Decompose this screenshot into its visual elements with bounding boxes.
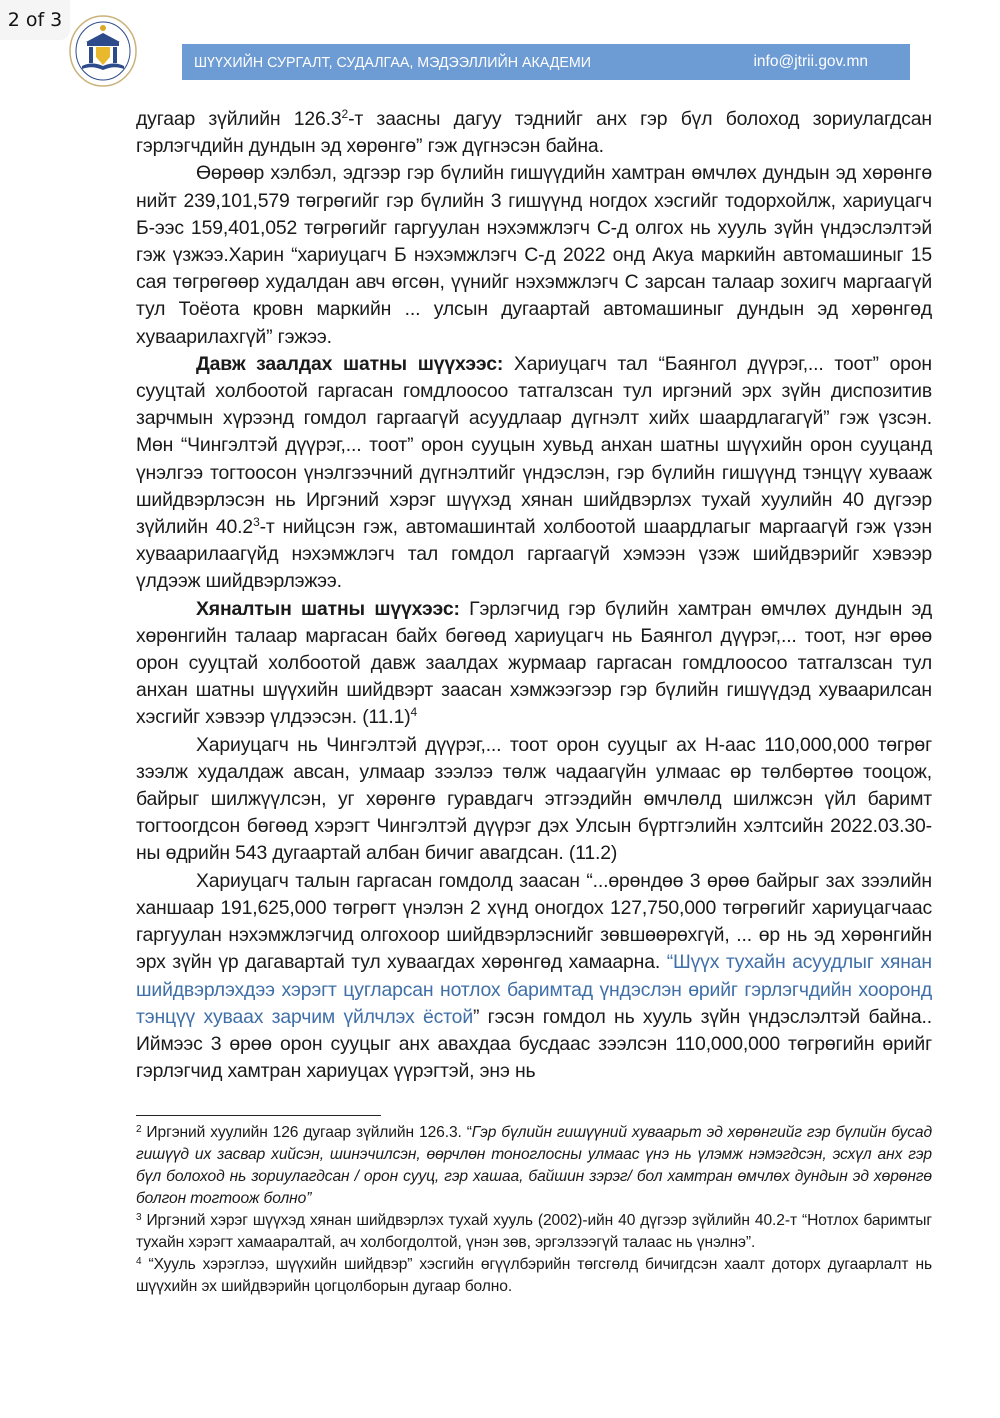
footnote-4: $^4$ “Хууль хэрэглээ, шүүхийн шийдвэр” хэсгийн өгүүлбэрийн төгсгөлд бичигдсэн хаалт доторх дугаарлалт нь шүүхийн эх шийдвэрийн цогцолборын дугаар болно. — [136, 1256, 932, 1295]
footnote-2: $^2$ Иргэний хуулийн 126 дугаар зүйлийн 126.3. “Гэр бүлийн гишүүний хуваарьт эд хөрөнгийг гэр бүлийн бусад гишүүд их засвар хийсэн, шинэчилсэн, өөрчлөн тоноглосны улмаас үнэ нь үлэмж нэмэгдсэн, эсхүл анх гэр бүл болоход нь зориулагдсан / орон сууц, гэр хашаа, байшин зэрэг/ бол хамтран өмчлөх дундын эд хөрөнгө болгон тогтоож болно” — [136, 1124, 933, 1207]
footnote-ref-2[interactable]: 2 — [341, 107, 349, 121]
footnote-3: $^3$ Иргэний хэрэг шүүхэд хянан шийдвэрлэх тухай хууль (2002)-ийн 40 дүгээр зүйлийн 40.2-т “Нотлох баримтыг тухайн хэрэгт хамааралтай, ач холбогдолтой, үнэн зөв, эргэлзээгүй талаас нь үнэлнэ”. — [136, 1212, 932, 1251]
document-body — [136, 106, 932, 1085]
highlighted-quote: “Шүүх тухайн асуудлыг хянан шийдвэрлэхдээ хэрэгт цугларсан нотлох баримтад үндэслэн өрийг гэрлэгчдийн хооронд тэнцүү хуваах зарчим үйлчлэх ёстой — [136, 951, 932, 1028]
paragraph-complaint: Хариуцагч талын гаргасан гомдолд заасан “...өрөндөө 3 өрөө байрыг зах зээлийн ханшаар 191,625,000 төгрөгт үнэлэн 2 хүнд оногдох 127,750,000 төгрөгийг хариуцагчаас гаргуулан нэхэмжлэгчид олгохоор шийдвэрлэснийг зөвшөөрөхгүй, ... өр нь эд хөрөнгийн эрх зүйн үр дагавартай тул хуваагдах хөрөнгөд хамаарна. “Шүүх тухайн асуудлыг хянан шийдвэрлэхдээ хэрэгт цугларсан нотлох баримтад үндэслэн өрийг гэрлэгчдийн хооронд тэнцүү хуваах зарчим үйлчлэх ёстой” гэсэн гомдол нь хууль зүйн үндэслэлтэй байна.. Иймээс 3 өрөө орон сууцыг анх авахдаа бусдаас зээлсэн 110,000,000 төгрөгийн өрийг гэрлэгчид хамтран хариуцах үүрэгтэй, энэ нь — [136, 869, 932, 1083]
paragraph-respondent-apartment: Хариуцагч нь Чингэлтэй дүүрэг,... тоот орон сууцыг ах Н-аас 110,000,000 төгрөг зээлж худалдаж авсан, улмаар зээлээ төлж чадаагүйн улмаас өр төлбөртөө тооцож, байрыг шилжүүлсэн, уг хөрөнгө гуравдагч этгээдийн өмчлөлд шилжсэн үйл баримт тогтоогдсон бөгөөд хэрэгт Чингэлтэй дүүрэг дэх Улсын бүртгэлийн хэлтсийн 2022.03.30-ны өдрийн 543 дугаартай албан бичиг авагдсан. (11.2) — [136, 733, 932, 865]
header-banner — [182, 44, 910, 80]
footnote-ref-3[interactable]: 3 — [253, 515, 260, 530]
paragraph-summary: Өөрөөр хэлбэл, эдгээр гэр бүлийн гишүүдийн хамтран өмчлөх дундын эд хөрөнгө нийт 239,101,579 төгрөгийг гэр бүлийн 3 гишүүнд ногдох хэсгийг тодорхойлж, хариуцагч Б-ээс 159,401,052 төгрөгийг гаргуулан нэхэмжлэгч С-д олгох нь хууль зүйн үндэслэлтэй гэж үзжээ.Харин “хариуцагч Б нэхэмжлэгч С-д 2022 онд Акуа маркийн автомашиныг 15 сая төгрөгөөр худалдан авч өгсөн, үүнийг нэхэмжлэгч С зарсан талаар зохигч маргаагүй тул Тоёота кровн маркийн ... улсын дугаартай автомашиныг дундын эд хөрөнгөд хуваарилахгүй” гэжээ. — [136, 162, 932, 348]
contact-email-link[interactable]: info@jtrii.gov.mn — [753, 53, 868, 70]
footnote-separator — [136, 1115, 381, 1116]
section-heading-appeal: Давж заалдах шатны шүүхээс: — [196, 352, 504, 375]
academy-emblem-icon — [68, 14, 138, 88]
paragraph-appeal-court: Давж заалдах шатны шүүхээс: Хариуцагч тал “Баянгол дүүрэг,... тоот” орон сууцтай холбоотой гаргасан гомдлоосоо татгалзсан тул иргэний эрх зүйн диспозитив зарчмын хүрээнд гомдол гаргаагүй асуудлаар дүгнэлт хийх шаардлагагүй” гэж үзсэн. Мөн “Чингэлтэй дүүрэг,... тоот” орон сууцын хувьд анхан шатны шүүхийн орон сууцанд үнэлгээ тогтоосон үнэлгээчний дүгнэлтийг үндэслэн, гэр бүлийн гишүүнд тэнцүү хувааж шийдвэрлэсэн нь Иргэний хэрэг шүүхэд хянан шийдвэрлэх тухай хуулийн 40 дүгээр зүйлийн 40.2$^3$-т нийцсэн гэж, автомашинтай холбоотой шаардлагыг маргаагүй гэж үзэн хуваарилаагүйд нэхэмжлэгч тал гомдол гаргаагүй хэмээн үзэж шийдвэрийг хэвээр үлдээж шийдвэрлэжээ. — [136, 352, 932, 593]
page-indicator: 2 of 3 — [0, 0, 70, 40]
organization-name: ШҮҮХИЙН СУРГАЛТ, СУДАЛГАА, МЭДЭЭЛЛИЙН АКАДЕМИ — [194, 53, 592, 71]
footnotes — [136, 1122, 932, 1298]
paragraph-supervisory-court: Хяналтын шатны шүүхээс: Гэрлэгчид гэр бүлийн хамтран өмчлөх дундын эд хөрөнгийн талаар маргасан байх бөгөөд хариуцагч нь Баянгол дүүрэг,... тоот, нэг өрөө орон сууцтай холбоотой давж заалдах журмаар гаргасан гомдлоосоо татгалзсан тул анхан шатны шүүхийн шийдвэрт заасан хэмжээгээр гэр бүлийн гишүүдэд хуваарилсан хэсгийг хэвээр үлдээсэн. $(11.1)^4$ — [136, 597, 933, 729]
section-heading-supervisory: Хяналтын шатны шүүхээс: — [196, 597, 460, 620]
footnote-ref-4[interactable]: 4 — [410, 705, 418, 720]
paragraph-continuation: дугаар зүйлийн 126.3$^2$-т заасны дагуу тэднийг анх гэр бүл болоход зориулагдсан гэрлэгчдийн дундын эд хөрөнгө” гэж дүгнэсэн байна. — [136, 107, 932, 158]
